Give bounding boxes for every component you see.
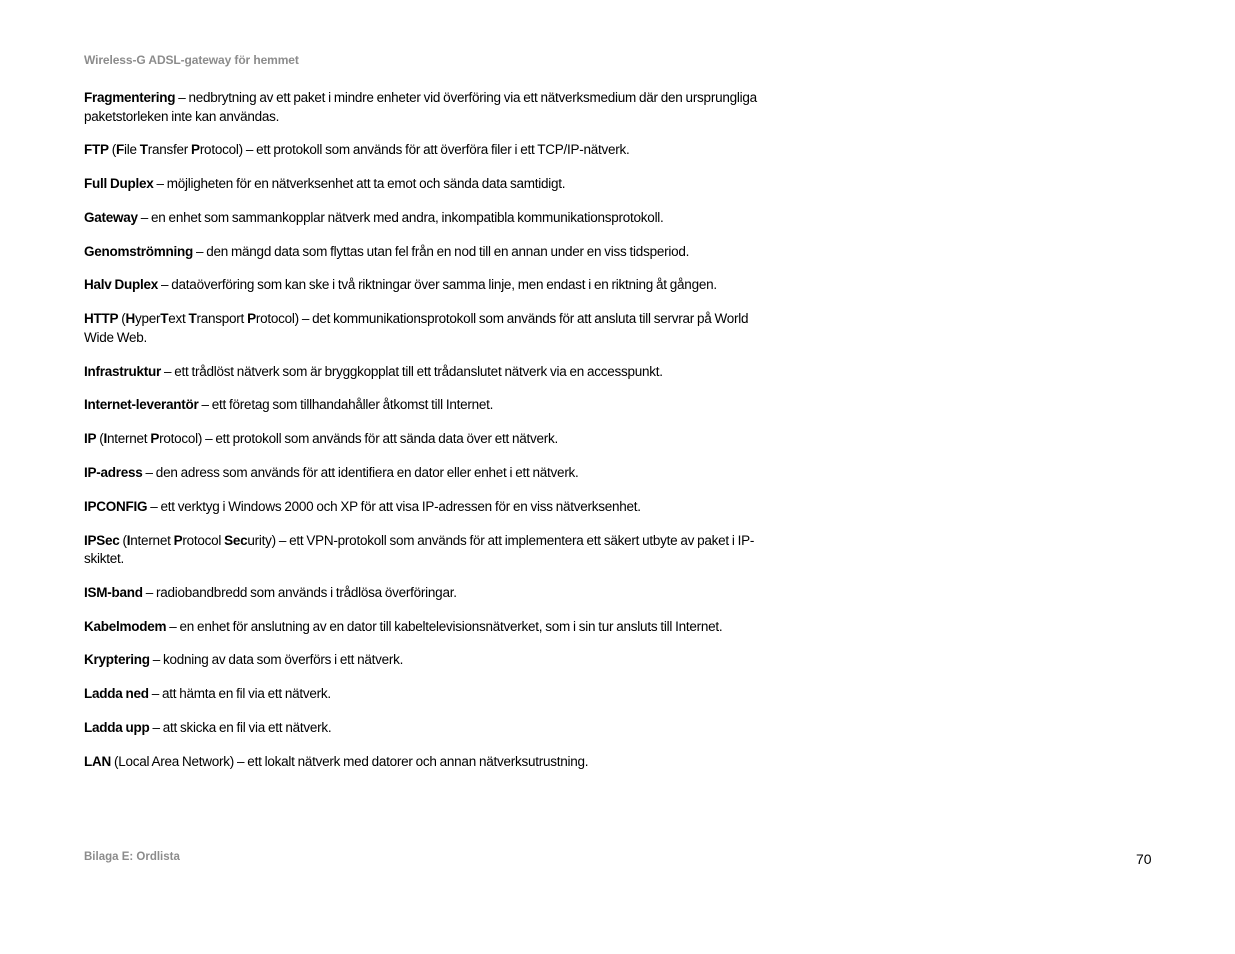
glossary-text: rotocol) – det kommunikationsprotokoll som används för att ansluta till servrar på World Wide Web. <box>84 311 749 345</box>
glossary-text: nternet <box>107 431 151 447</box>
glossary-term: FTP <box>84 142 109 158</box>
glossary-text: – en enhet som sammankopplar nätverk med andra, inkompatibla kommunikationsprotokoll. <box>137 209 664 225</box>
glossary-text: – radiobandbredd som används i trådlösa överföringar. <box>142 584 457 600</box>
glossary-term: IP-adress <box>84 464 143 480</box>
glossary-text: ransport <box>196 311 248 327</box>
glossary-term: LAN <box>84 753 111 769</box>
term-emphasis: P <box>150 431 160 447</box>
glossary-entry <box>84 584 774 603</box>
glossary-text: – ett trådlöst nätverk som är bryggkopplat till ett trådanslutet nätverk via en accesspunkt. <box>161 363 663 379</box>
glossary-term: Fragmentering <box>84 90 176 105</box>
glossary-entry <box>84 175 774 194</box>
glossary-text: ext <box>168 311 189 327</box>
glossary-entry <box>84 363 774 382</box>
glossary-term: Kabelmodem <box>84 618 167 634</box>
glossary-list <box>84 89 774 787</box>
glossary-term: Ladda upp <box>84 720 150 736</box>
glossary-entry <box>84 719 774 738</box>
glossary-text: yper <box>135 311 161 327</box>
glossary-text: – dataöverföring som kan ske i två riktningar över samma linje, men endast i en riktning åt gången. <box>158 277 717 293</box>
glossary-text: – nedbrytning av ett paket i mindre enheter vid överföring via ett nätverksmedium där den ursprungliga paketstorleken inte kan användas. <box>84 90 757 124</box>
glossary-text: – den mängd data som flyttas utan fel från en nod till en annan under en viss tidsperiod. <box>193 243 690 259</box>
term-emphasis: Sec <box>224 532 248 548</box>
glossary-text: rotocol) – ett protokoll som används för att sända data över ett nätverk. <box>159 431 559 447</box>
glossary-entry <box>84 651 774 670</box>
term-emphasis: P <box>173 532 183 548</box>
glossary-entry <box>84 310 774 347</box>
glossary-term: Kryptering <box>84 652 150 668</box>
glossary-text: ( <box>108 142 116 158</box>
glossary-entry <box>84 430 774 449</box>
glossary-entry <box>84 89 774 126</box>
glossary-entry <box>84 618 774 637</box>
glossary-text: – möjligheten för en nätverksenhet att ta emot och sända data samtidigt. <box>153 176 566 192</box>
term-emphasis: T <box>139 142 148 158</box>
glossary-entry <box>84 276 774 295</box>
glossary-text: – kodning av data som överförs i ett nätverk. <box>149 652 404 668</box>
glossary-term: IP <box>84 431 97 447</box>
glossary-text: (Local Area Network) – ett lokalt nätverk med datorer och annan nätverksutrustning. <box>111 753 589 769</box>
glossary-text: – att skicka en fil via ett nätverk. <box>149 720 332 736</box>
glossary-term: IPCONFIG <box>84 498 148 514</box>
glossary-text: rotocol) – ett protokoll som används för att överföra filer i ett TCP/IP-nätverk. <box>199 142 630 158</box>
glossary-text: ransfer <box>147 142 192 158</box>
term-emphasis: I <box>126 532 131 548</box>
glossary-text: ( <box>118 311 126 327</box>
glossary-entry <box>84 209 774 228</box>
term-emphasis: P <box>247 311 256 327</box>
term-emphasis: F <box>116 142 124 158</box>
glossary-term: ISM-band <box>84 584 143 600</box>
glossary-entry <box>84 464 774 483</box>
page-header: Wireless-G ADSL-gateway för hemmet <box>84 53 299 67</box>
page-number: 70 <box>1136 851 1152 867</box>
glossary-term: Internet-leverantör <box>84 397 199 413</box>
glossary-text: – en enhet för anslutning av en dator till kabeltelevisionsnätverket, som i sin tur ansluts till Internet. <box>166 618 723 634</box>
glossary-text: ( <box>96 431 104 447</box>
glossary-term: Full Duplex <box>84 176 154 192</box>
glossary-text: – ett verktyg i Windows 2000 och XP för att visa IP-adressen för en viss nätverksenhet. <box>147 498 641 514</box>
glossary-entry <box>84 685 774 704</box>
glossary-term: Ladda ned <box>84 686 149 702</box>
term-emphasis: I <box>103 431 108 447</box>
glossary-entry <box>84 498 774 517</box>
glossary-term: HTTP <box>84 311 119 327</box>
glossary-entry <box>84 753 774 772</box>
glossary-text: urity) – ett VPN-protokoll som används för att implementera ett säkert utbyte av paket i IP-skiktet. <box>84 532 755 567</box>
glossary-entry <box>84 396 774 415</box>
glossary-text: nternet <box>130 532 174 548</box>
glossary-text: – den adress som används för att identifiera en dator eller enhet i ett nätverk. <box>142 464 579 480</box>
term-emphasis: T <box>160 311 169 327</box>
page-footer-section: Bilaga E: Ordlista <box>84 851 180 863</box>
glossary-text: ile <box>124 142 140 158</box>
glossary-term: Gateway <box>84 209 138 225</box>
glossary-term: Genomströmning <box>84 243 194 259</box>
glossary-text: – ett företag som tillhandahåller åtkomst till Internet. <box>198 397 494 413</box>
term-emphasis: H <box>125 311 135 327</box>
glossary-entry <box>84 243 774 262</box>
glossary-entry <box>84 532 774 569</box>
glossary-term: Infrastruktur <box>84 363 162 379</box>
glossary-text: rotocol <box>182 532 225 548</box>
glossary-term: IPSec <box>84 532 120 548</box>
glossary-text: ( <box>119 532 127 548</box>
glossary-text: – att hämta en fil via ett nätverk. <box>148 686 331 702</box>
term-emphasis: T <box>188 311 197 327</box>
glossary-term: Halv Duplex <box>84 277 159 293</box>
glossary-entry <box>84 141 774 160</box>
term-emphasis: P <box>191 142 200 158</box>
